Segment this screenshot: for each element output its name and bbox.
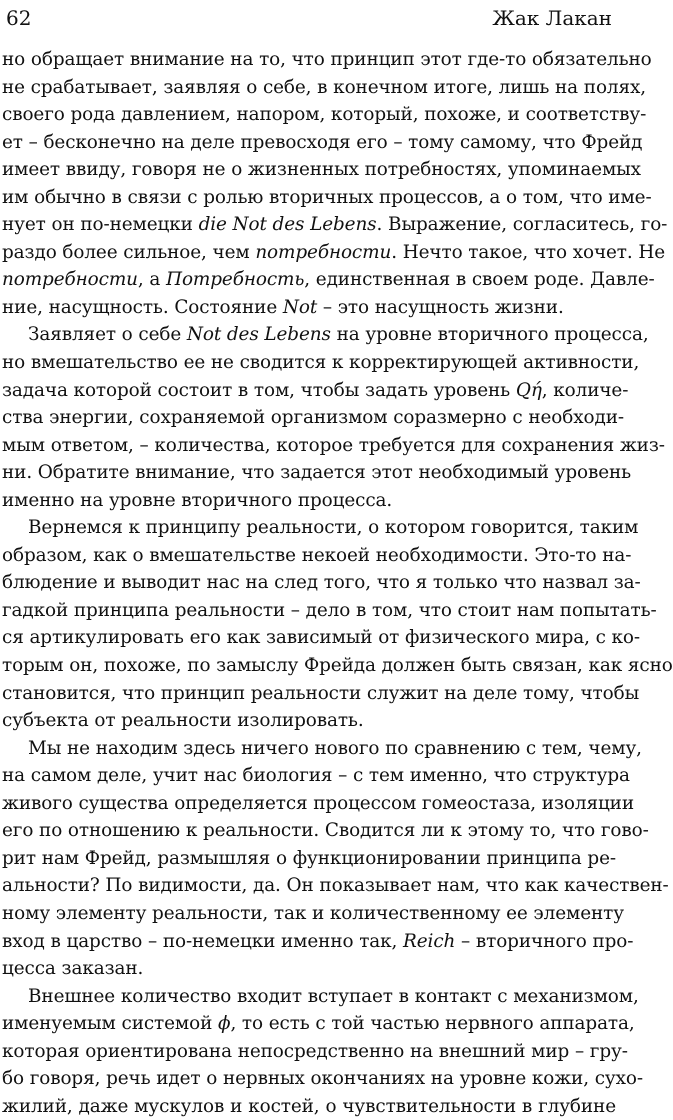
text-run: . Нечто такое, что хочет. Не: [391, 241, 666, 263]
text-run: , то есть с той частью нервного аппарата,: [230, 1013, 635, 1035]
text-run: Вернемся к принципу реальности, о котором говорится, таким: [28, 517, 639, 539]
text-line: [2, 624, 641, 652]
text-run: гадкой принципа реальности – дело в том, что стоит нам попытать-: [2, 599, 657, 621]
body-text: [2, 46, 673, 1120]
text-run: альности? По видимости, да. Он показывает нам, что как качествен-: [2, 875, 669, 897]
text-line: [2, 74, 647, 102]
text-run: Мы не находим здесь ничего нового по сравнению с тем, чему,: [28, 737, 642, 759]
text-line: [2, 46, 652, 74]
text-run: на самом деле, учит нас биология – с тем именно, что структура: [2, 765, 630, 787]
text-line: [2, 872, 669, 900]
paragraph: [2, 735, 669, 983]
text-line: [2, 432, 665, 460]
text-run: бо говоря, речь идет о нервных окончаниях на уровне кожи, сухо-: [2, 1068, 643, 1090]
text-line: [2, 983, 639, 1011]
text-run: вход в царство – по-немецки именно так,: [2, 930, 404, 952]
text-run: именно на уровне вторичного процесса.: [2, 489, 393, 511]
text-line: [2, 459, 632, 487]
text-run: цесса заказан.: [2, 958, 144, 980]
text-line: [2, 1010, 635, 1038]
text-run: , единственная в своем роде. Давле-: [304, 269, 655, 291]
text-run: его по отношению к реальности. Сводится ли к этому то, что гово-: [2, 820, 649, 842]
text-run: рит нам Фрейд, размышляя о функционировании принципа ре-: [2, 847, 616, 869]
text-run: торым он, похоже, по замыслу Фрейда должен быть связан, как ясно: [2, 655, 673, 677]
text-run: задача которой состоит в том, чтобы задать уровень: [2, 379, 516, 401]
text-line: [2, 514, 639, 542]
italic-term: Qή: [515, 379, 542, 401]
paragraph: [2, 321, 665, 514]
text-run: субъекта от реальности изолировать.: [2, 710, 364, 732]
italic-term: Потребность: [166, 269, 305, 291]
italic-term: ϕ: [218, 1013, 231, 1035]
text-run: блюдение и выводит нас на след того, что я только что назвал за-: [2, 572, 641, 594]
running-header: [6, 2, 612, 32]
text-run: нует он по-немецки: [2, 214, 199, 236]
text-line: [2, 817, 649, 845]
text-run: Внешнее количество входит вступает в контакт с механизмом,: [28, 985, 639, 1007]
text-run: ному элементу реальности, так и количественному ее элементу: [2, 902, 624, 924]
text-run: своего рода давлением, напором, который, похоже, и соответству-: [2, 104, 647, 126]
text-run: живого существа определяется процессом гомеостаза, изоляции: [2, 792, 634, 814]
paragraph: [2, 983, 643, 1120]
text-run: раздо более сильное, чем: [2, 241, 256, 263]
text-line: [2, 928, 634, 956]
text-run: не срабатывает, заявляя о себе, в конечном итоге, лишь на полях,: [2, 76, 647, 98]
text-run: , количе-: [541, 379, 629, 401]
text-line: [2, 487, 616, 515]
text-line: [2, 184, 652, 212]
text-run: на уровне вторичного процесса,: [330, 324, 649, 346]
text-run: имеет ввиду, говоря не о жизненных потребностях, упоминаемых: [2, 159, 641, 181]
text-run: Заявляет о себе: [28, 324, 187, 346]
text-line: [2, 652, 673, 680]
text-line: [2, 321, 649, 349]
text-line: [2, 101, 647, 129]
italic-term: die Not des Lebens: [198, 214, 377, 236]
text-run: ет – бесконечно на деле превосходя его – тому самому, что Фрейд: [2, 131, 643, 153]
text-line: [2, 129, 643, 157]
text-run: – это насущность жизни.: [317, 296, 564, 318]
italic-term: потребности: [2, 269, 138, 291]
text-line: [2, 349, 640, 377]
text-run: ние, насущность. Состояние: [2, 296, 283, 318]
text-line: [2, 762, 630, 790]
text-line: [2, 156, 641, 184]
text-run: но обращает внимание на то, что принцип этот где-то обязательно: [2, 49, 652, 70]
text-run: , а: [137, 269, 167, 291]
text-line: [2, 707, 616, 735]
text-line: [2, 542, 632, 570]
page-number: 62: [6, 6, 32, 30]
text-run: становится, что принцип реальности служит на деле тому, чтобы: [2, 682, 640, 704]
italic-term: Reich: [403, 930, 456, 952]
text-line: [2, 845, 616, 873]
text-line: [2, 955, 616, 983]
text-run: которая ориентирована непосредственно на внешний мир – гру-: [2, 1040, 628, 1062]
text-line: [2, 294, 616, 322]
italic-term: потребности: [255, 241, 392, 263]
text-line: [2, 597, 657, 625]
text-run: жилий, даже мускулов и костей, о чувствительности в глубине: [2, 1095, 616, 1117]
text-run: образом, как о вмешательстве некоей необходимости. Это-то на-: [2, 544, 632, 566]
paragraph: [2, 514, 673, 734]
text-line: [2, 211, 668, 239]
text-run: . Выражение, согласитесь, го-: [376, 214, 668, 236]
text-line: [2, 1038, 628, 1066]
text-line: [2, 1065, 643, 1093]
text-line: [2, 239, 666, 267]
text-line: [2, 735, 642, 763]
text-line: [2, 266, 655, 294]
text-line: [2, 377, 629, 405]
text-run: именуемым системой: [2, 1013, 218, 1035]
text-line: [2, 900, 624, 928]
text-line: [2, 790, 634, 818]
text-run: им обычно в связи с ролью вторичных процессов, а о том, что име-: [2, 186, 652, 208]
paragraph: [2, 46, 668, 321]
italic-term: Not des Lebens: [186, 324, 331, 346]
text-run: ства энергии, сохраняемой организмом соразмерно с необходи-: [2, 407, 624, 429]
text-run: ся артикулировать его как зависимый от физического мира, с ко-: [2, 627, 641, 649]
text-run: мым ответом, – количества, которое требуется для сохранения жиз-: [2, 434, 665, 456]
text-line: [2, 680, 640, 708]
text-run: но вмешательство ее не сводится к корректирующей активности,: [2, 352, 640, 374]
italic-term: Not: [282, 296, 318, 318]
running-title: Жак Лакан: [492, 6, 612, 30]
text-line: [2, 404, 624, 432]
text-line: [2, 1093, 616, 1120]
text-run: – вторичного про-: [455, 930, 634, 952]
text-run: ни. Обратите внимание, что задается этот необходимый уровень: [2, 462, 632, 484]
text-line: [2, 569, 641, 597]
